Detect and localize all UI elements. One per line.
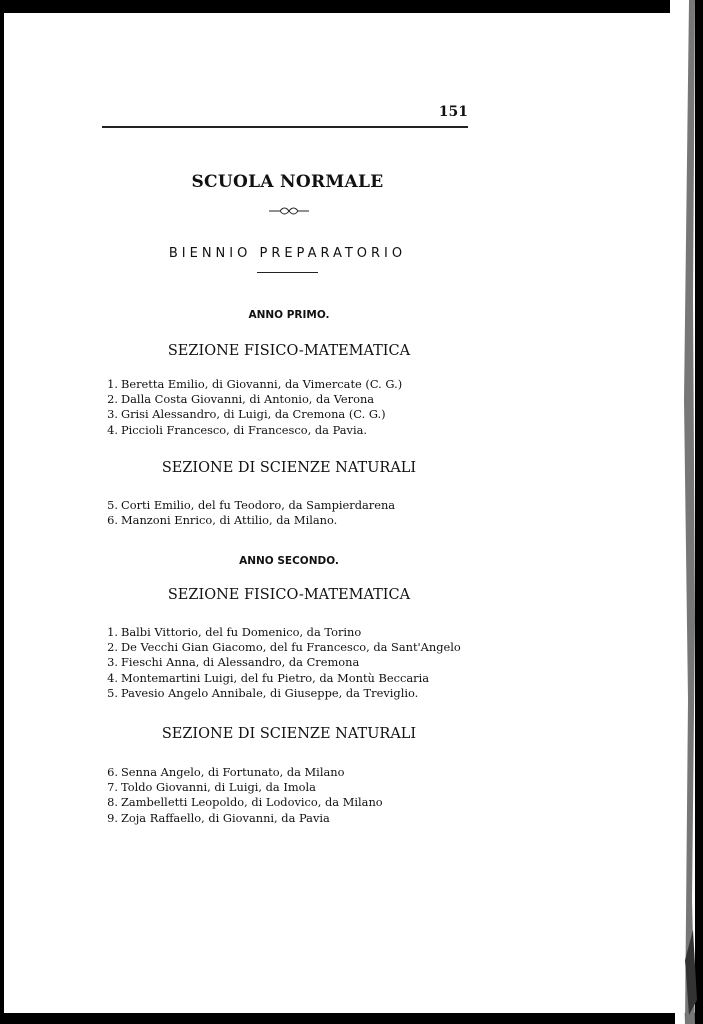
- student-entry: Toldo Giovanni, di Luigi, da Imola: [121, 780, 316, 795]
- list-item: [104, 780, 383, 795]
- item-number: 4.: [107, 422, 118, 437]
- student-list: [104, 625, 461, 701]
- list-item: [104, 640, 461, 655]
- item-number: 2.: [107, 640, 118, 655]
- student-entry: Dalla Costa Giovanni, di Antonio, da Verona: [121, 392, 375, 407]
- page-subtitle: BIENNIO PREPARATORIO: [168, 246, 407, 261]
- section-heading: SEZIONE FISICO-MATEMATICA: [167, 587, 411, 603]
- list-item: [104, 795, 383, 810]
- student-list: [104, 765, 383, 826]
- list-item: [104, 686, 461, 701]
- year-heading: ANNO PRIMO.: [248, 309, 330, 321]
- student-entry: Manzoni Enrico, di Attilio, da Milano.: [121, 513, 338, 528]
- student-entry: Pavesio Angelo Annibale, di Giuseppe, da Treviglio.: [121, 685, 419, 700]
- student-list: [104, 377, 402, 438]
- list-item: [104, 765, 383, 780]
- student-entry: Montemartini Luigi, del fu Pietro, da Montù Beccaria: [121, 670, 430, 685]
- item-number: 1.: [107, 377, 118, 391]
- page-number: 151: [438, 104, 468, 120]
- section-heading: SEZIONE FISICO-MATEMATICA: [167, 343, 411, 359]
- item-number: 7.: [107, 780, 118, 795]
- list-item: [104, 513, 395, 528]
- list-item: [104, 811, 383, 826]
- student-entry: De Vecchi Gian Giacomo, del fu Francesco, da Sant'Angelo: [121, 640, 461, 655]
- year-heading: ANNO SECONDO.: [239, 555, 339, 567]
- scan-left-border: [0, 0, 4, 1024]
- page-edge-shadow: [675, 0, 703, 1024]
- student-entry: Zoja Raffaello, di Giovanni, da Pavia: [121, 810, 330, 825]
- subtitle-rule: [257, 272, 318, 273]
- item-number: 4.: [107, 670, 118, 685]
- section-heading: SEZIONE DI SCIENZE NATURALI: [161, 726, 417, 742]
- list-item: [104, 407, 402, 422]
- item-number: 1.: [107, 625, 118, 639]
- student-entry: Corti Emilio, del fu Teodoro, da Sampierdarena: [121, 498, 396, 512]
- student-entry: Senna Angelo, di Fortunato, da Milano: [121, 765, 345, 779]
- item-number: 6.: [107, 513, 118, 528]
- list-item: [104, 671, 461, 686]
- student-entry: Grisi Alessandro, di Luigi, da Cremona (C. G.): [121, 407, 386, 422]
- item-number: 3.: [107, 407, 118, 422]
- list-item: [104, 377, 402, 392]
- student-entry: Beretta Emilio, di Giovanni, da Vimercate (C. G.): [121, 377, 403, 391]
- item-number: 6.: [107, 765, 118, 779]
- section-heading: SEZIONE DI SCIENZE NATURALI: [161, 460, 417, 476]
- item-number: 3.: [107, 655, 118, 670]
- student-entry: Fieschi Anna, di Alessandro, da Cremona: [121, 655, 360, 670]
- item-number: 9.: [107, 810, 118, 825]
- ornament-divider: [268, 204, 310, 218]
- item-number: 5.: [107, 685, 118, 700]
- item-number: 8.: [107, 795, 118, 810]
- student-entry: Zambelletti Leopoldo, di Lodovico, da Milano: [121, 795, 383, 810]
- list-item: [104, 655, 461, 670]
- student-entry: Balbi Vittorio, del fu Domenico, da Torino: [121, 625, 362, 639]
- item-number: 5.: [107, 498, 118, 512]
- list-item: [104, 498, 395, 513]
- list-item: [104, 392, 402, 407]
- student-entry: Piccioli Francesco, di Francesco, da Pavia.: [121, 422, 368, 437]
- list-item: [104, 625, 461, 640]
- scan-bottom-border: [0, 1013, 703, 1024]
- header-rule: [102, 126, 468, 128]
- item-number: 2.: [107, 392, 118, 407]
- list-item: [104, 423, 402, 438]
- scan-top-border: [0, 0, 670, 13]
- student-list: [104, 498, 395, 528]
- page-title: SCUOLA NORMALE: [191, 172, 384, 192]
